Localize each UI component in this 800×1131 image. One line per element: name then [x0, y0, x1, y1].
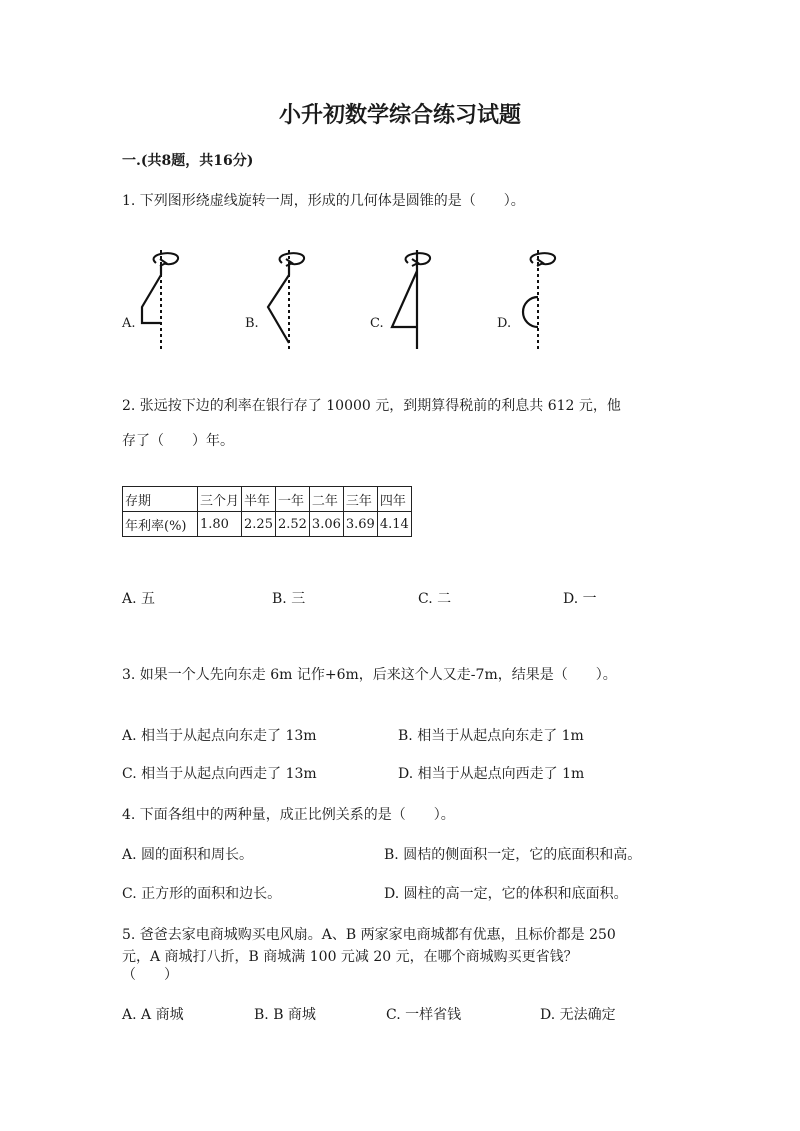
- q1-figure-c: [388, 245, 438, 350]
- table-cell: 2.25: [242, 512, 276, 537]
- q1-option-b-label: B.: [245, 316, 259, 331]
- q5-option-b: B. B 商城: [254, 1007, 316, 1023]
- shape-outline: [268, 265, 289, 343]
- q1-option-c-label: C.: [370, 316, 384, 331]
- q1-option-a-label: A.: [122, 316, 136, 331]
- question-5-line-1: 5. 爸爸去家电商城购买电风扇。A、B 两家家电商城都有优惠，且标价都是 250: [122, 927, 616, 943]
- table-row: [123, 512, 412, 537]
- page-title: 小升初数学综合练习试题: [278, 102, 521, 128]
- table-header-cell: 一年: [275, 487, 309, 512]
- q4-option-b: B. 圆桔的侧面积一定，它的底面积和高。: [384, 847, 642, 863]
- table-header-cell: 四年: [377, 487, 411, 512]
- question-2-line-1: 2. 张远按下边的利率在银行存了 10000 元，到期算得税前的利息共 612 元，他: [122, 398, 621, 414]
- q2-option-a: A. 五: [122, 591, 156, 607]
- q5-option-a: A. A 商城: [122, 1007, 184, 1023]
- question-1-text: 1. 下列图形绕虚线旋转一周，形成的几何体是圆锥的是（ ）。: [122, 193, 525, 209]
- table-header-cell: 半年: [242, 487, 276, 512]
- question-5-line-2: 元，A 商城打八折，B 商城满 100 元减 20 元，在哪个商城购买更省钱？: [122, 949, 578, 965]
- q1-figure-a: [136, 245, 186, 350]
- question-3-text: 3. 如果一个人先向东走 6m 记作+6m，后来这个人又走-7m，结果是（ ）。: [122, 667, 617, 683]
- q1-option-d-label: D.: [497, 316, 512, 331]
- table-cell: 年利率(%): [123, 512, 198, 537]
- q3-option-c: C. 相当于从起点向西走了 13m: [122, 766, 317, 782]
- q4-option-c: C. 正方形的面积和边长。: [122, 886, 282, 902]
- question-2-line-2: 存了（ ）年。: [122, 433, 234, 449]
- table-cell: 4.14: [377, 512, 411, 537]
- table-header-cell: 三年: [343, 487, 377, 512]
- shape-outline: [392, 271, 417, 327]
- q1-figure-b: [262, 245, 312, 350]
- shape-outline: [142, 265, 161, 323]
- table-header-cell: 三个月: [198, 487, 242, 512]
- q2-option-d: D. 一: [563, 591, 597, 607]
- table-header-row: [123, 487, 412, 512]
- q2-option-b: B. 三: [272, 591, 306, 607]
- q1-figure-d: [515, 245, 565, 350]
- q5-option-c: C. 一样省钱: [386, 1007, 462, 1023]
- q5-option-d: D. 无法确定: [540, 1007, 616, 1023]
- table-cell: 3.69: [343, 512, 377, 537]
- table-header-cell: 存期: [123, 487, 198, 512]
- section-heading: 一.(共8题，共16分): [122, 153, 254, 169]
- table-cell: 3.06: [309, 512, 343, 537]
- question-5-line-3: （ ）: [122, 967, 178, 983]
- question-4-text: 4. 下面各组中的两种量，成正比例关系的是（ ）。: [122, 807, 455, 823]
- q4-option-a: A. 圆的面积和周长。: [122, 847, 254, 863]
- q2-option-c: C. 二: [418, 591, 452, 607]
- shape-outline: [523, 297, 538, 327]
- table-cell: 1.80: [198, 512, 242, 537]
- interest-rate-table: [122, 486, 412, 537]
- q3-option-b: B. 相当于从起点向东走了 1m: [398, 728, 584, 744]
- table-header-cell: 二年: [309, 487, 343, 512]
- q3-option-d: D. 相当于从起点向西走了 1m: [398, 766, 585, 782]
- q3-option-a: A. 相当于从起点向东走了 13m: [122, 728, 317, 744]
- table-cell: 2.52: [275, 512, 309, 537]
- q4-option-d: D. 圆柱的高一定，它的体积和底面积。: [384, 886, 628, 902]
